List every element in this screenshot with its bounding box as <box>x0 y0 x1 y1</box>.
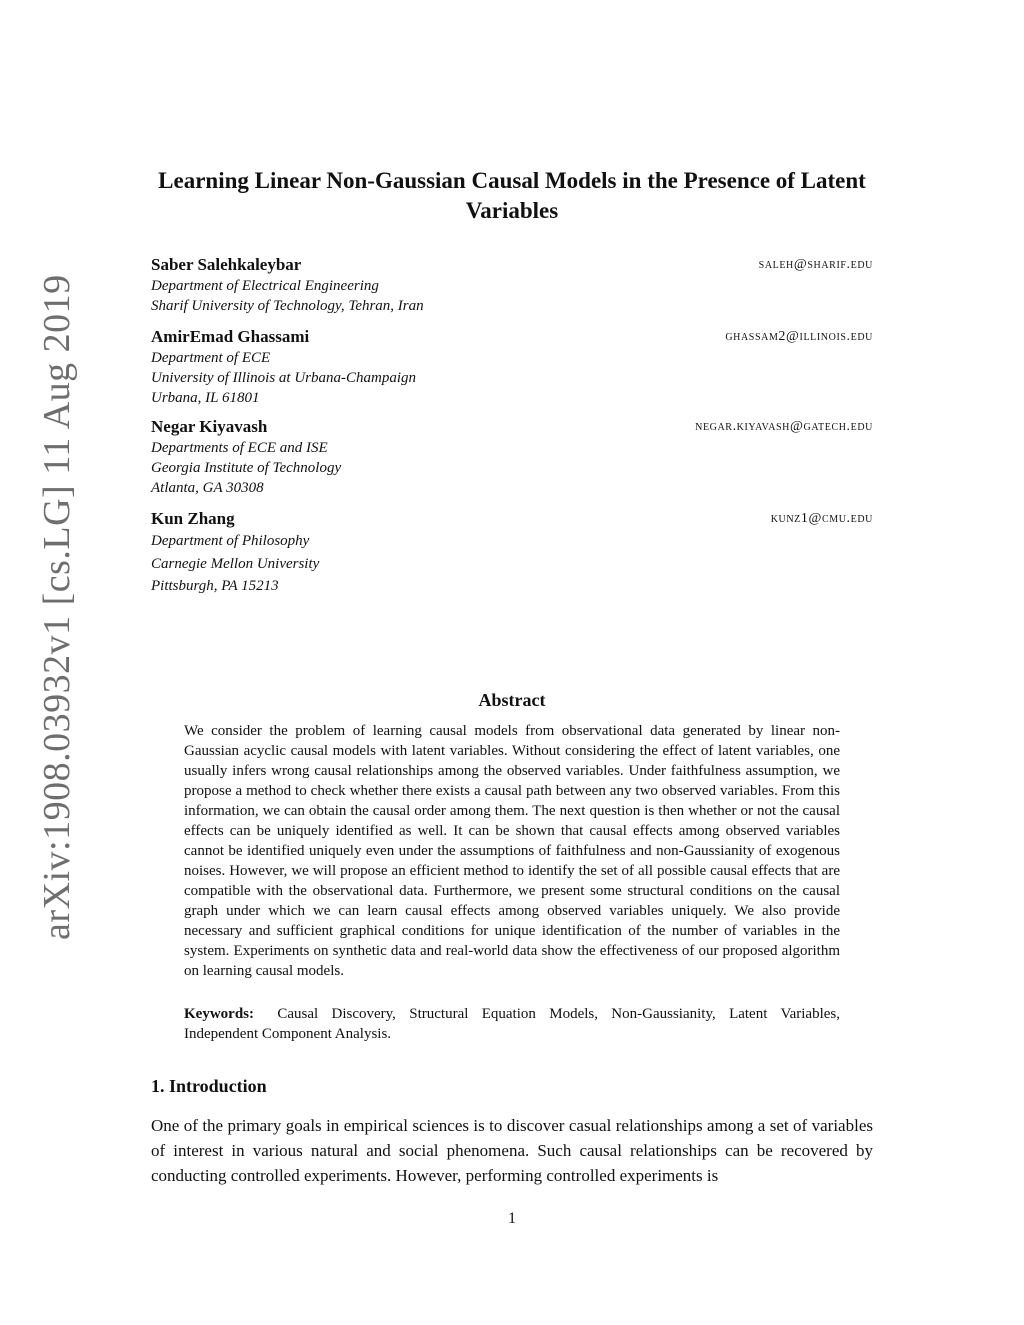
author-affiliation-line: Urbana, IL 61801 <box>151 390 260 406</box>
author-affiliation-line: University of Illinois at Urbana-Champaign <box>151 370 416 386</box>
author-block <box>151 254 873 316</box>
author-name: AmirEmad Ghassami <box>151 327 310 346</box>
keywords-paragraph <box>184 1004 840 1044</box>
author-list <box>151 254 873 598</box>
author-email[interactable]: saleh@sharif.edu <box>758 257 873 272</box>
keywords-label: Keywords: <box>184 1006 254 1022</box>
abstract-text: We consider the problem of learning causal models from observational data generated by linear non-Gaussian acyclic causal models with latent variables. Without considering the effect of latent variables, one usually infers wrong causal relationships among the observed variables. Under faithfulness assumption, we propose a method to check whether there exists a causal path between any two observed variables. From this information, we can obtain the causal order among them. The next question is then whether or not the causal effects can be uniquely identified as well. It can be shown that causal effects among observed variables cannot be identified uniquely even under the assumptions of faithfulness and non-Gaussianity of exogenous noises. However, we will propose an efficient method to identify the set of all possible causal effects that are compatible with the observational data. Furthermore, we present some structural conditions on the causal graph under which we can learn causal effects among observed variables uniquely. We also provide necessary and sufficient graphical conditions for unique identification of the number of variables in the system. Experiments on synthetic data and real-world data show the effectiveness of our proposed algorithm on learning causal models. <box>184 723 840 979</box>
paper-title: Learning Linear Non-Gaussian Causal Models in the Presence of Latent Variables <box>158 168 866 223</box>
author-affiliation-line: Georgia Institute of Technology <box>151 460 342 476</box>
author-email[interactable]: ghassam2@illinois.edu <box>725 329 873 344</box>
keywords-text: Causal Discovery, Structural Equation Models, Non-Gaussianity, Latent Variables, Independent Component Analysis. <box>184 1006 841 1042</box>
author-block <box>151 416 873 498</box>
arxiv-identifier-stamp: arXiv:1908.03932v1 [cs.LG] 11 Aug 2019 <box>36 274 78 940</box>
author-affiliation-line: Departments of ECE and ISE <box>151 440 328 456</box>
author-affiliation-line: Department of ECE <box>151 350 271 366</box>
abstract-heading: Abstract <box>478 690 546 710</box>
author-affiliation-line: Pittsburgh, PA 15213 <box>151 578 279 594</box>
author-block <box>151 326 873 408</box>
author-affiliation-line: Department of Electrical Engineering <box>151 278 379 294</box>
section-heading-introduction: 1. Introduction <box>151 1076 267 1096</box>
author-affiliation-line: Carnegie Mellon University <box>151 555 320 572</box>
author-name: Negar Kiyavash <box>151 417 268 436</box>
author-name: Kun Zhang <box>151 509 235 528</box>
introduction-text: One of the primary goals in empirical sciences is to discover casual relationships among a set of variables of interest in various natural and social phenomena. Such causal relationships can be recovered by conducting controlled experiments. However, performing controlled experiments is <box>151 1116 873 1185</box>
author-name: Saber Salehkaleybar <box>151 255 302 274</box>
author-affiliation-line: Department of Philosophy <box>151 533 310 549</box>
author-email[interactable]: kunz1@cmu.edu <box>770 511 873 526</box>
author-affiliation-line: Atlanta, GA 30308 <box>151 480 264 496</box>
page-number: 1 <box>508 1210 516 1227</box>
author-email[interactable]: negar.kiyavash@gatech.edu <box>695 419 873 434</box>
author-block <box>151 508 873 598</box>
author-affiliation-line: Sharif University of Technology, Tehran, Iran <box>151 298 424 314</box>
